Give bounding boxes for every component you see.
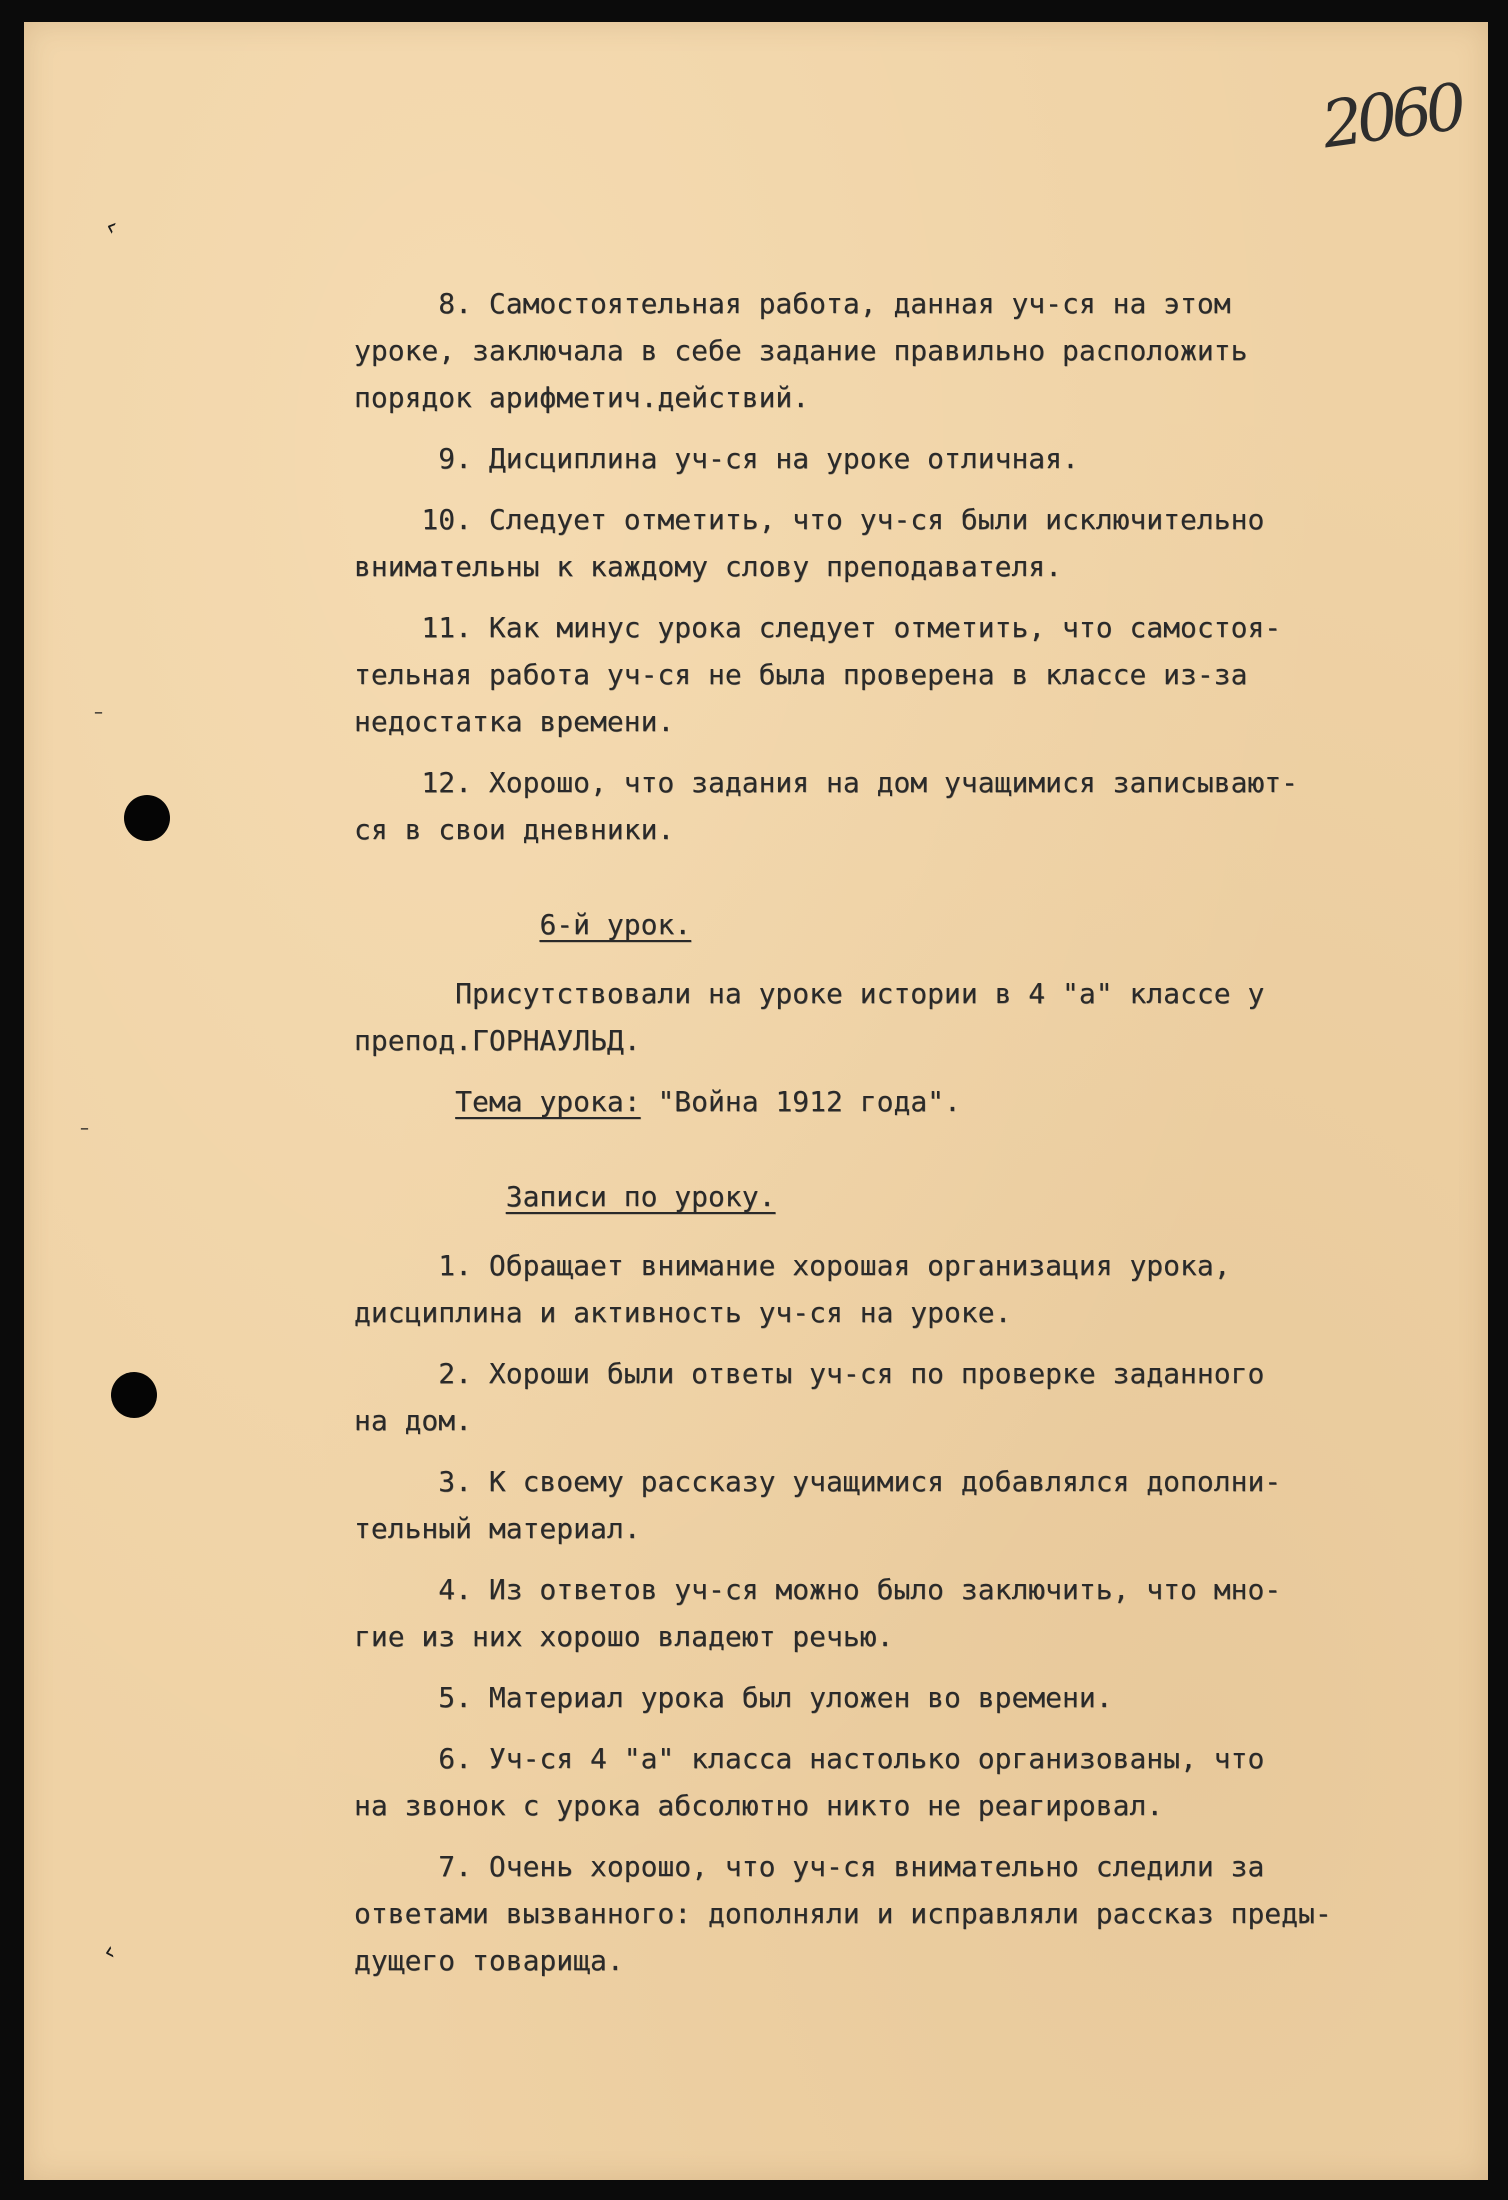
notes-heading-line	[354, 1173, 1454, 1220]
paragraph-item-9	[354, 435, 1454, 482]
text-line: тельная работа уч-ся не была проверена в классе из-за	[354, 658, 1248, 691]
punch-hole-lower	[111, 1372, 157, 1418]
paragraph-item-11	[354, 604, 1454, 745]
punch-hole-upper	[124, 795, 170, 841]
text-line: 5. Материал урока был уложен во времени.	[354, 1681, 1113, 1714]
margin-mark: –	[94, 702, 103, 723]
text-line: недостатка времени.	[354, 705, 675, 738]
text-line: уроке, заключала в себе задание правильно расположить	[354, 334, 1248, 367]
note-item-7	[354, 1843, 1454, 1984]
text-line: 11. Как минус урока следует отметить, что самостоя-	[354, 611, 1282, 644]
text-line: дущего товарища.	[354, 1944, 624, 1977]
text-line: 1. Обращает внимание хорошая организация урока,	[354, 1249, 1231, 1282]
note-item-4	[354, 1566, 1454, 1660]
attendance-paragraph	[354, 970, 1454, 1064]
document-body	[354, 280, 1454, 1984]
text-line: ответами вызванного: дополняли и исправляли рассказ преды-	[354, 1897, 1332, 1930]
text-line: порядок арифметич.действий.	[354, 381, 810, 414]
text-line: внимательны к каждому слову преподавателя.	[354, 550, 1063, 583]
margin-mark: ‹	[101, 211, 122, 243]
paragraph-item-10	[354, 496, 1454, 590]
notes-heading: Записи по уроку.	[505, 1180, 776, 1213]
paragraph-item-8	[354, 280, 1454, 421]
text-line: на дом.	[354, 1404, 473, 1437]
handwritten-folio-number: 2060	[1317, 70, 1466, 164]
text-line: дисциплина и активность уч-ся на уроке.	[354, 1296, 1012, 1329]
margin-mark: ‹	[100, 1936, 119, 1968]
text-line: Присутствовали на уроке истории в 4 "а" классе у	[354, 977, 1265, 1010]
text-line: 7. Очень хорошо, что уч-ся внимательно следили за	[354, 1850, 1265, 1883]
margin-mark: –	[80, 1118, 89, 1139]
text-line: 8. Самостоятельная работа, данная уч-ся на этом	[354, 287, 1231, 320]
text-line: на звонок с урока абсолютно никто не реагировал.	[354, 1789, 1164, 1822]
text-line: 6. Уч-ся 4 "а" класса настолько организованы, что	[354, 1742, 1265, 1775]
topic-line	[354, 1078, 1454, 1125]
text-line: 4. Из ответов уч-ся можно было заключить, что мно-	[354, 1573, 1282, 1606]
note-item-2	[354, 1350, 1454, 1444]
text-line: 12. Хорошо, что задания на дом учащимися записывают-	[354, 766, 1299, 799]
text-line: 3. К своему рассказу учащимися добавлялся дополни-	[354, 1465, 1282, 1498]
topic-value: "Война 1912 года".	[640, 1085, 961, 1118]
text-line: препод.ГОРНАУЛЬД.	[354, 1024, 641, 1057]
text-line: гие из них хорошо владеют речью.	[354, 1620, 894, 1653]
text-line: 9. Дисциплина уч-ся на уроке отличная.	[354, 442, 1079, 475]
note-item-3	[354, 1458, 1454, 1552]
note-item-5	[354, 1674, 1454, 1721]
note-item-1	[354, 1242, 1454, 1336]
lesson-heading-line	[354, 901, 1454, 948]
text-line: ся в свои дневники.	[354, 813, 675, 846]
text-line: 2. Хороши были ответы уч-ся по проверке заданного	[354, 1357, 1265, 1390]
typewritten-page	[24, 22, 1488, 2180]
lesson-heading: 6-й урок.	[539, 908, 692, 941]
text-line: 10. Следует отметить, что уч-ся были исключительно	[354, 503, 1265, 536]
note-item-6	[354, 1735, 1454, 1829]
topic-label: Тема урока:	[455, 1085, 641, 1118]
text-line: тельный материал.	[354, 1512, 641, 1545]
paragraph-item-12	[354, 759, 1454, 853]
